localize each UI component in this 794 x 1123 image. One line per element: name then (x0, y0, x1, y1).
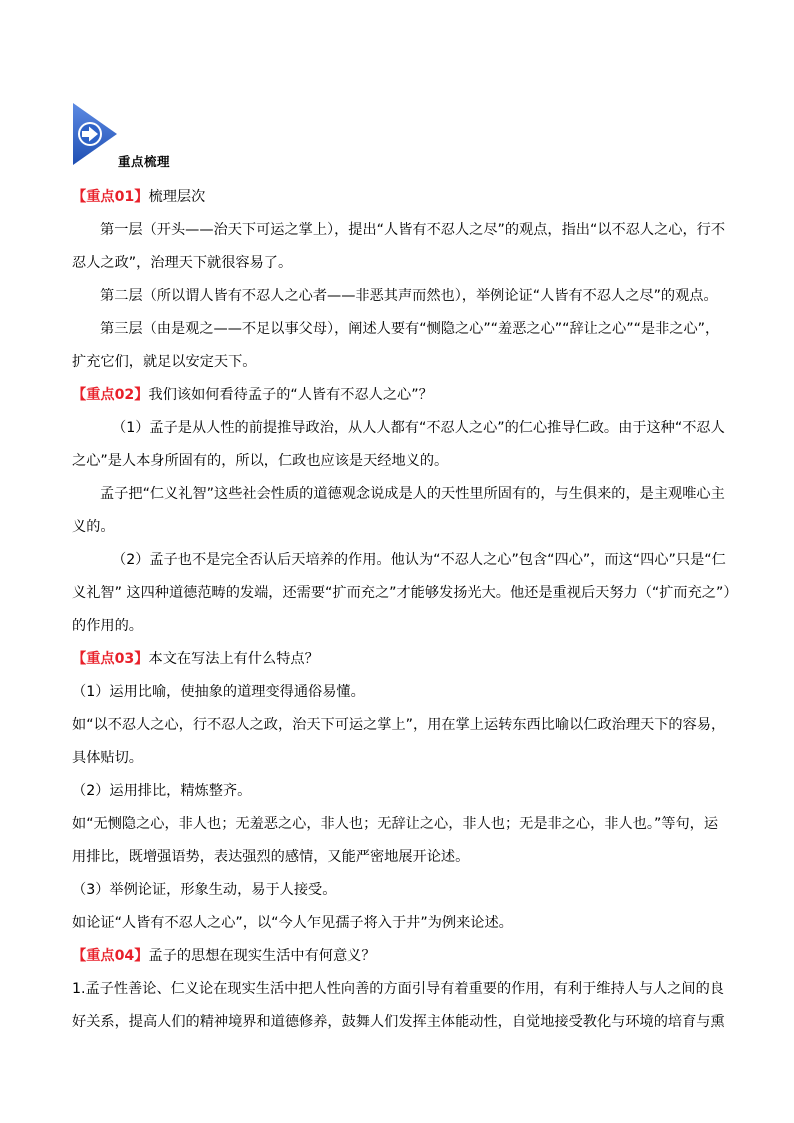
paragraph: 孟子把“仁义礼智”这些社会性质的道德观念说成是人的天性里所固有的，与生俱来的，是主观唯心主义的。 (72, 486, 725, 535)
paragraph: 如“以不忍人之心，行不忍人之政，治天下可运之掌上”，用在掌上运转东西比喻以仁政治理天下的容易，具体贴切。 (72, 717, 726, 766)
key-point-heading-02 (72, 379, 732, 412)
paragraph: （2）运用排比，精炼整齐。 (72, 783, 252, 799)
paragraph: 如“无恻隐之心，非人也；无羞恶之心，非人也；无辞让之心，非人也；无是非之心，非人也。”等句，运用排比，既增强语势，表达强烈的感情，又能严密地展开论述。 (72, 816, 719, 865)
section-title: 重点梳理 (118, 154, 171, 169)
paragraph: 1.孟子性善论、仁义论在现实生活中把人性向善的方面引导有着重要的作用，有利于维持人与人之间的良好关系，提高人们的精神境界和道德修养，鼓舞人们发挥主体能动性，自觉地接受教化与环境的培育与熏 (72, 981, 725, 1030)
key-point-heading-04 (72, 940, 732, 973)
paragraph: （3）举例论证，形象生动，易于人接受。 (72, 882, 337, 898)
paragraph: 第二层（所以谓人皆有不忍人之心者——非恶其声而然也），举例论证“人皆有不忍人之尽”的观点。 (100, 288, 718, 304)
key-point-tag: 【重点03】 (72, 651, 149, 667)
key-point-title: 本文在写法上有什么特点？ (148, 651, 319, 667)
key-point-heading-01 (72, 181, 732, 214)
key-point-title: 梳理层次 (148, 189, 206, 205)
paragraph: 第三层（由是观之——不足以事父母），阐述人要有“恻隐之心”“羞恶之心”“辞让之心”“是非之心”，扩充它们，就足以安定天下。 (72, 321, 720, 370)
paragraph: 第一层（开头——治天下可运之掌上），提出“人皆有不忍人之尽”的观点，指出“以不忍人之心，行不忍人之政”，治理天下就很容易了。 (72, 222, 726, 271)
paragraph: （1）孟子是从人性的前提推导政治，从人人都有“不忍人之心”的仁心推导仁政。由于这种“不忍人之心”是人本身所固有的，所以，仁政也应该是天经地义的。 (72, 420, 725, 469)
paragraph: （2）孟子也不是完全否认后天培养的作用。他认为“不忍人之心”包含“四心”，而这“四心”只是“仁义礼智” 这四种道德范畴的发端，还需要“扩而充之”才能够发扬光大。他还是重视后天努力（“扩而充之”）的作用的。 (72, 552, 731, 634)
arrow-right-circle-icon (71, 102, 119, 166)
paragraph: 如论证“人皆有不忍人之心”，以“今人乍见孺子将入于井”为例来论述。 (72, 915, 513, 931)
key-point-heading-03 (72, 643, 732, 676)
key-point-tag: 【重点04】 (72, 948, 149, 964)
key-point-title: 我们该如何看待孟子的“人皆有不忍人之心”？ (148, 387, 433, 403)
key-point-tag: 【重点01】 (72, 189, 149, 205)
key-point-title: 孟子的思想在现实生活中有何意义？ (148, 948, 376, 964)
key-point-tag: 【重点02】 (72, 387, 149, 403)
paragraph: （1）运用比喻，使抽象的道理变得通俗易懂。 (72, 684, 365, 700)
content-body (72, 181, 732, 1039)
